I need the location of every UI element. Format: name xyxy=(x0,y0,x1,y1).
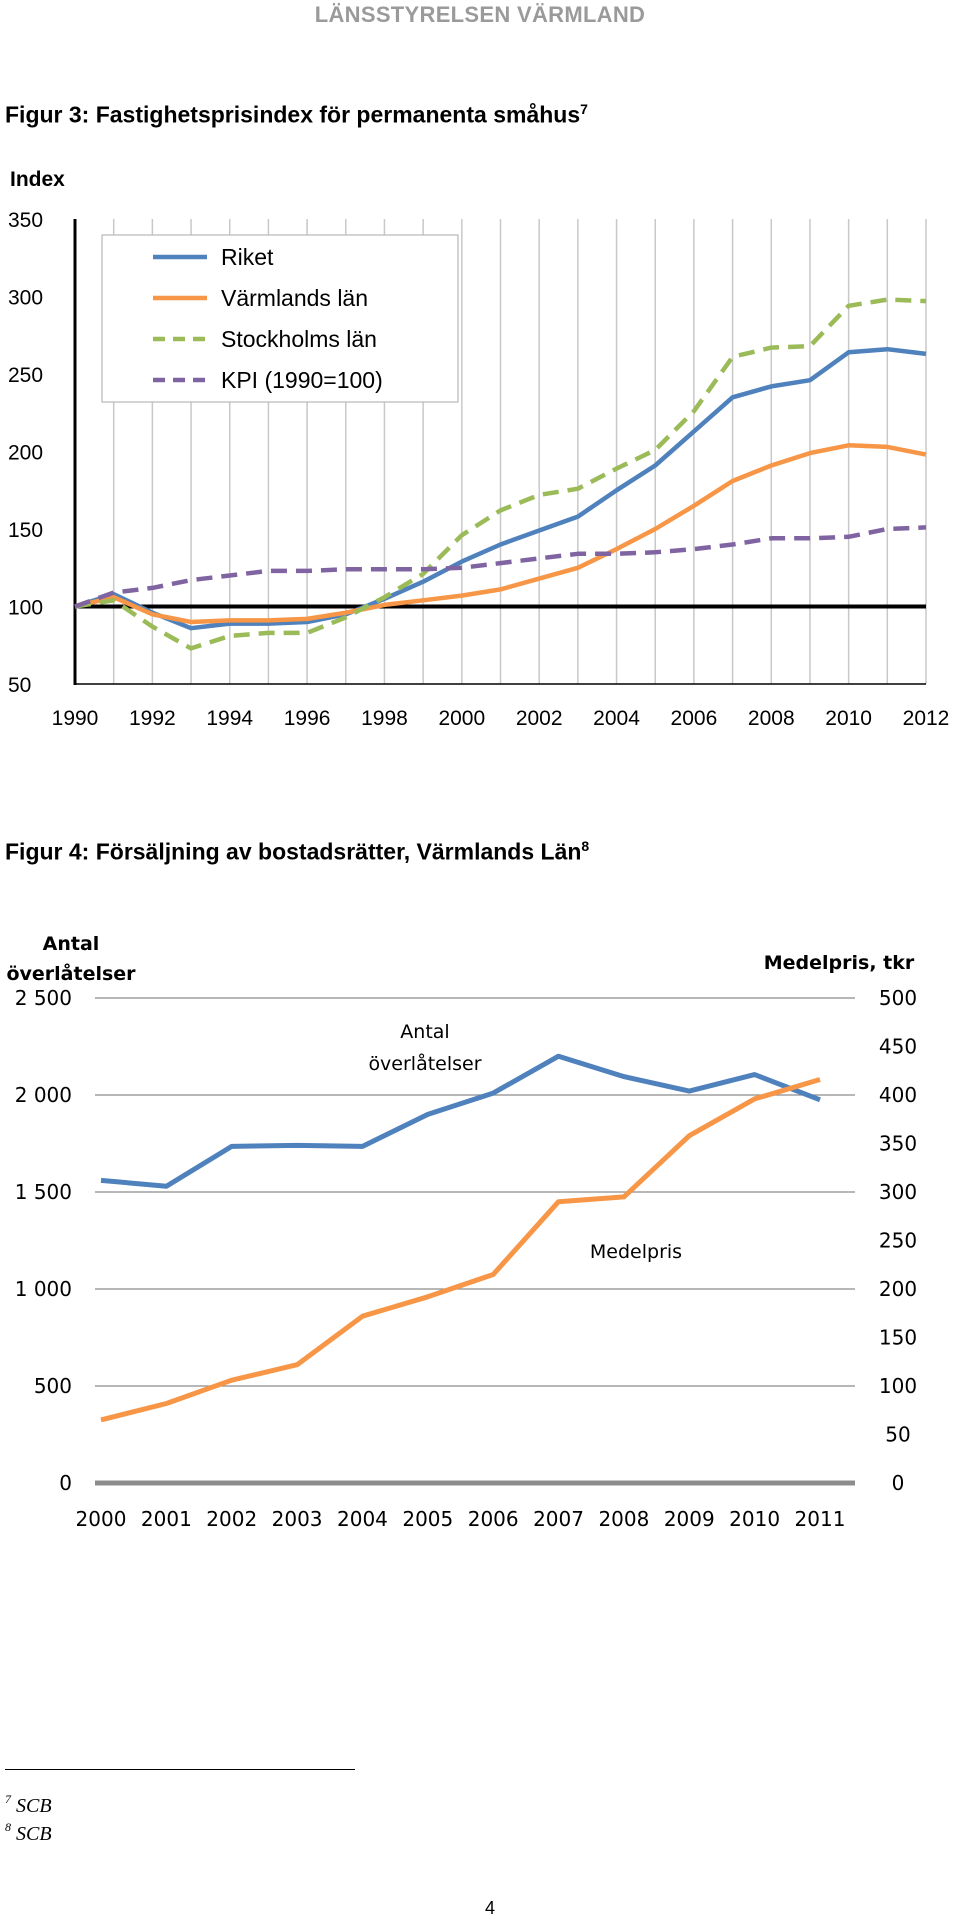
series-label-antal-line2: överlåtelser xyxy=(368,1053,482,1075)
y-tick-label: 350 xyxy=(8,209,44,232)
footnote-8-text: SCB xyxy=(16,1823,52,1845)
y-right-tick-label: 300 xyxy=(878,1180,918,1204)
x-tick-label: 1996 xyxy=(283,707,331,730)
y-right-tick-label: 50 xyxy=(885,1422,911,1447)
footnote-7-text: SCB xyxy=(16,1795,52,1817)
y-left-tick-label: 0 xyxy=(59,1471,72,1495)
x-tick-label: 2003 xyxy=(271,1507,323,1531)
page-number: 4 xyxy=(484,1898,495,1918)
footnote-7 xyxy=(5,1792,52,1818)
y-tick-label: 100 xyxy=(8,596,44,620)
y-right-tick-label: 150 xyxy=(878,1325,918,1350)
x-tick-label: 2008 xyxy=(598,1507,650,1531)
y-tick-label: 250 xyxy=(8,364,44,387)
y-tick-label: 200 xyxy=(8,441,44,465)
figure-4-chart xyxy=(0,920,960,1540)
y-tick-label: 300 xyxy=(8,286,44,310)
y-tick-label: 150 xyxy=(8,519,44,542)
legend-label-värmlands-län: Värmlands län xyxy=(221,285,369,311)
legend-label-stockholms-län: Stockholms län xyxy=(221,326,377,352)
x-tick-label: 1992 xyxy=(129,707,176,730)
x-tick-label: 2004 xyxy=(337,1507,388,1531)
page-header: LÄNSSTYRELSEN VÄRMLAND xyxy=(314,2,646,27)
y-tick-label: 50 xyxy=(8,674,32,697)
figure-3-chart xyxy=(0,160,960,730)
y-right-tick-label: 500 xyxy=(878,986,918,1010)
x-tick-label: 2005 xyxy=(402,1507,454,1531)
y-left-tick-label: 1 000 xyxy=(14,1277,72,1301)
figure-3-title-text: Figur 3: Fastighetsprisindex för permanenta småhus xyxy=(5,101,581,128)
x-tick-label: 2002 xyxy=(206,1507,258,1531)
x-tick-label: 1990 xyxy=(51,707,99,730)
x-tick-label: 2000 xyxy=(438,707,486,730)
x-tick-label: 1994 xyxy=(206,707,254,730)
y-right-tick-label: 400 xyxy=(878,1083,918,1107)
x-tick-label: 2006 xyxy=(467,1507,519,1531)
x-tick-label: 2010 xyxy=(729,1507,781,1531)
y-right-tick-label: 350 xyxy=(878,1131,918,1156)
x-tick-label: 2012 xyxy=(902,707,950,730)
legend-label-kpi-1990-100: KPI (1990=100) xyxy=(221,367,383,393)
x-tick-label: 2008 xyxy=(747,707,795,730)
y-right-axis-label: Medelpris, tkr xyxy=(763,952,915,974)
y-axis-label: Index xyxy=(10,168,65,191)
x-tick-label: 2006 xyxy=(670,707,718,730)
footnote-7-mark: 7 xyxy=(5,1792,11,1806)
x-tick-label: 2007 xyxy=(533,1507,584,1531)
y-left-tick-label: 1 500 xyxy=(14,1180,72,1204)
x-tick-label: 2010 xyxy=(825,707,872,730)
legend-label-riket: Riket xyxy=(221,244,274,270)
y-right-tick-label: 200 xyxy=(878,1277,918,1301)
footnote-separator xyxy=(5,1769,355,1770)
footnote-ref-8: 8 xyxy=(581,838,590,854)
footnote-8-mark: 8 xyxy=(5,1820,11,1834)
y-left-tick-label: 2 000 xyxy=(14,1083,72,1107)
x-tick-label: 2000 xyxy=(75,1507,127,1531)
figure-4-title xyxy=(5,838,589,866)
footnote-8 xyxy=(5,1820,52,1846)
series-line-medelpris xyxy=(101,1080,820,1420)
x-tick-label: 2004 xyxy=(593,707,640,730)
x-tick-label: 2001 xyxy=(140,1507,192,1531)
x-tick-label: 1998 xyxy=(361,707,408,730)
x-tick-label: 2009 xyxy=(663,1507,715,1531)
y-left-axis-label-line1: Antal xyxy=(42,933,100,955)
x-tick-label: 2002 xyxy=(515,707,563,730)
figure-3-title xyxy=(5,101,588,129)
series-label-medelpris: Medelpris xyxy=(589,1241,683,1263)
y-right-tick-label: 450 xyxy=(878,1034,918,1059)
y-left-tick-label: 2 500 xyxy=(14,986,72,1010)
x-tick-label: 2011 xyxy=(794,1507,846,1531)
y-left-tick-label: 500 xyxy=(33,1374,72,1398)
footnote-ref-7: 7 xyxy=(580,101,588,117)
y-right-tick-label: 0 xyxy=(891,1471,905,1495)
y-left-axis-label-line2: överlåtelser xyxy=(6,963,136,985)
figure-4-title-text: Figur 4: Försäljning av bostadsrätter, Värmlands Län xyxy=(5,838,582,865)
y-right-tick-label: 250 xyxy=(878,1228,918,1253)
series-label-antal-line1: Antal xyxy=(400,1021,450,1043)
y-right-tick-label: 100 xyxy=(878,1374,918,1398)
